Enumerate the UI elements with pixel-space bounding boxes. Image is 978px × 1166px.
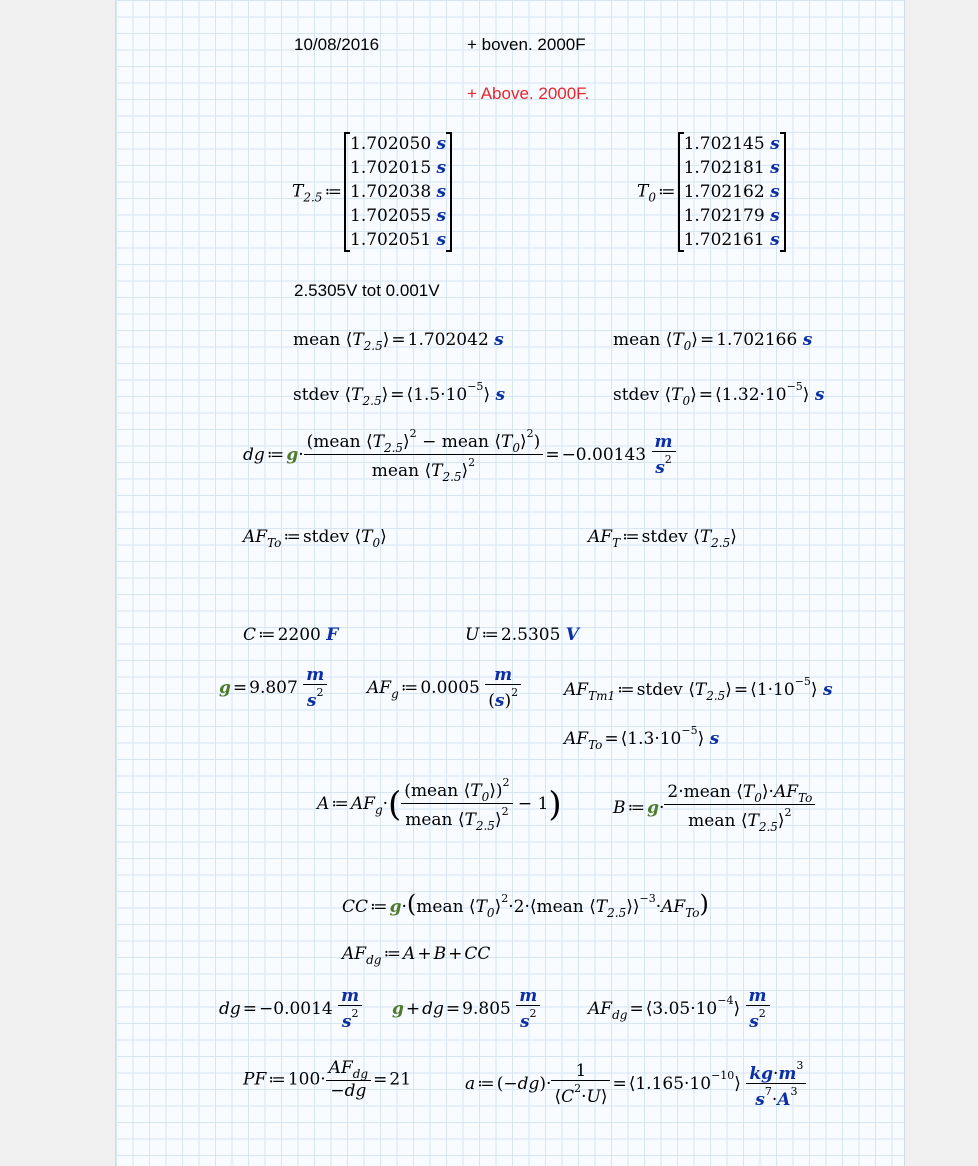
exp-two: 2	[784, 806, 792, 819]
note-english[interactable]: + Above. 2000F.	[467, 84, 590, 103]
matrix-row	[350, 180, 446, 204]
result-value: 9.807	[249, 678, 298, 698]
matrix-row	[684, 132, 780, 156]
one: 1	[537, 794, 549, 814]
subscript: 0	[648, 190, 656, 205]
unit-s: s	[341, 1012, 352, 1032]
AFg-definition[interactable]: $AF_g$ ≔ 0.0005 $\frac{m}{(s)^2}$	[367, 667, 521, 710]
result-exponent: −5	[681, 724, 698, 737]
fn-mean: mean	[683, 782, 731, 802]
fn-stdev: stdev	[641, 527, 688, 547]
mean-T0-result[interactable]: mean $⟨T_0⟩ = 1.702166$ s	[613, 330, 813, 353]
unit-s: s	[770, 230, 780, 250]
U-definition[interactable]: U ≔ 2.5305 V	[465, 625, 579, 645]
unit-fraction	[746, 988, 770, 1031]
date-text[interactable]: 10/08/2016	[294, 35, 380, 54]
unit-V: V	[565, 625, 579, 645]
unit-s: s	[770, 134, 780, 154]
fn-mean: mean	[313, 432, 361, 452]
matrix-T25	[344, 132, 452, 252]
fn-stdev: stdev	[613, 385, 660, 405]
result-value: 0.0005	[420, 678, 480, 698]
fn-mean: mean	[688, 811, 736, 831]
exp-two: 2	[529, 1007, 537, 1020]
matrix-row	[350, 156, 446, 180]
unit-s: s	[495, 385, 506, 405]
result-value: −0.0014	[259, 999, 333, 1019]
unit-fraction	[338, 988, 362, 1031]
PF-definition[interactable]: PF ≔ 100· $\frac{AF_{dg}}{-dg}$ = 21	[243, 1058, 412, 1101]
matrix-value: 1.702145	[683, 134, 765, 154]
a-fraction: $\frac{1}{⟨C^2\cdot U⟩}$	[551, 1063, 610, 1106]
exp-two: 2	[501, 892, 509, 905]
matrix-T25-definition[interactable]: $T_{2.5}$ ≔ 1.702050 s 1.702015 s 1.702038 s 1.702055 s 1.702051 s	[292, 132, 452, 252]
result-mantissa: 1	[756, 680, 768, 700]
unit-s: s	[494, 691, 505, 711]
fn-mean: mean	[536, 897, 584, 917]
exp-three: 3	[796, 1059, 804, 1072]
unit-s: s	[519, 1012, 530, 1032]
unit-s: s	[494, 330, 504, 350]
ten: 10	[689, 1074, 712, 1094]
AF-T-definition[interactable]: $AF_T$ ≔ stdev $⟨T_{2.5}⟩$	[588, 527, 737, 550]
exp-two: 2	[758, 1007, 766, 1020]
unit-fraction: $\frac{kg\cdot m^3}{s^7\cdot A^3}$	[746, 1060, 806, 1109]
fn-mean: mean	[410, 781, 459, 801]
exp-three: 3	[790, 1085, 798, 1098]
fn-mean: mean	[416, 897, 464, 917]
result-exponent: −4	[717, 994, 734, 1007]
matrix-row	[350, 132, 446, 156]
unit-m: m	[341, 986, 360, 1006]
result-mantissa: 3.05	[652, 999, 691, 1019]
stdev-T25-result[interactable]: stdev $⟨T_{2.5}⟩$ = $⟨1.5\cdot 10^{-5}⟩$ s	[293, 380, 506, 408]
matrix-value: 1.702015	[350, 158, 432, 178]
B-fraction: $\frac{2\cdot mean ⟨T_0⟩\cdot AF_{To}}{mean ⟨T_{2.5}⟩^2}$	[664, 784, 815, 833]
fn-stdev: stdev	[293, 385, 340, 405]
result-mantissa: 1.3	[627, 729, 655, 749]
exp-two: 2	[409, 427, 417, 440]
unit-s: s	[770, 182, 780, 202]
matrix-T0-definition[interactable]: $T_0$ ≔ 1.702145 s 1.702181 s 1.702162 s 1.702179 s 1.702161 s	[637, 132, 786, 252]
unit-m: m	[654, 432, 673, 452]
unit-m: m	[494, 665, 513, 685]
matrix-row	[350, 204, 446, 228]
result-value: 2200	[277, 625, 321, 645]
matrix-value: 1.702179	[683, 206, 765, 226]
two: 2	[667, 782, 679, 802]
matrix-row	[684, 228, 780, 252]
unit-A: A	[777, 1090, 791, 1110]
exp-two: 2	[502, 776, 510, 789]
fn-mean: mean	[613, 330, 661, 350]
AF-To-definition[interactable]: $AF_{To}$ ≔ stdev $⟨T_0⟩$	[243, 527, 387, 550]
exp-two: 2	[526, 427, 534, 440]
matrix-value: 1.702038	[350, 182, 432, 202]
g-plus-dg-result[interactable]: g + dg = 9.805 $\frac{m}{s^2}$	[392, 988, 540, 1031]
unit-s: s	[709, 729, 720, 749]
note-dutch[interactable]: + boven. 2000F	[467, 35, 586, 54]
g-result[interactable]: g = 9.807 $\frac{m}{s^2}$	[219, 667, 327, 710]
unit-s: s	[755, 1090, 765, 1110]
unit-s: s	[436, 182, 447, 202]
unit-s: s	[802, 330, 813, 350]
fn-mean: mean	[405, 810, 453, 830]
unit-fraction	[303, 667, 327, 710]
unit-fraction: $\frac{m}{(s)^2}$	[485, 667, 521, 710]
subscript: 2.5	[303, 190, 323, 205]
exp-two: 2	[468, 456, 476, 469]
unit-s: s	[306, 691, 317, 711]
unit-s: s	[749, 1012, 759, 1032]
exp-two: 2	[501, 805, 509, 818]
matrix-value: 1.702161	[683, 230, 765, 250]
one: 1	[575, 1061, 587, 1081]
exp-seven: 7	[764, 1085, 772, 1098]
fn-stdev: stdev	[636, 680, 683, 700]
unit-fraction	[516, 988, 540, 1031]
matrix-row	[684, 180, 780, 204]
unit-m: m	[306, 665, 325, 685]
var-T: T	[637, 181, 649, 202]
stdev-T0-result[interactable]: stdev $⟨T_0⟩$ = $⟨1.32\cdot 10^{-5}⟩$ s	[613, 380, 825, 408]
exp-neg-three: −3	[639, 892, 656, 905]
hundred: 100	[287, 1069, 321, 1090]
unit-s: s	[822, 680, 833, 700]
result-mantissa: 1.32	[721, 385, 760, 405]
exp-two: 2	[511, 686, 519, 699]
AFdg-result[interactable]: $AF_{dg}$ = $⟨3.05\cdot 10^{-4}⟩$ $\frac{m}{s^2}$	[588, 988, 770, 1031]
two: 2	[513, 897, 525, 917]
A-fraction: $\frac{(mean ⟨T_0⟩)^2}{mean ⟨T_{2.5}⟩^2}$	[401, 777, 512, 832]
result-value: 21	[389, 1069, 412, 1090]
unit-s: s	[770, 206, 780, 226]
result-mantissa: 1.165	[635, 1074, 685, 1094]
unit-s: s	[655, 458, 665, 478]
matrix-value: 1.702051	[350, 230, 432, 250]
a-definition[interactable]: a ≔ (−dg)· $\frac{1}{⟨C^2\cdot U⟩}$ = $⟨1.165\cdot 10^{-10}⟩$ $\frac{kg\cdot m^3}{s^7\cdot A^3}$	[465, 1060, 806, 1109]
matrix-row	[350, 228, 446, 252]
result-value: 1.702042	[407, 330, 489, 350]
result-value: 2.5305	[500, 625, 561, 645]
unit-s: s	[436, 206, 447, 226]
result-value: 1.702166	[716, 330, 798, 350]
matrix-row	[684, 204, 780, 228]
exp-two: 2	[664, 453, 672, 466]
matrix-row	[684, 156, 780, 180]
AFdg-definition[interactable]: $AF_{dg}$ ≔ A + B + CC	[342, 944, 491, 967]
voltage-note[interactable]: 2.5305V tot 0.001V	[294, 281, 440, 300]
unit-F: F	[326, 625, 339, 645]
exp-two: 2	[574, 1082, 582, 1095]
result-exponent: −10	[711, 1069, 735, 1082]
CC-definition[interactable]: CC ≔ g·(mean $⟨T_0⟩^2\cdot 2\cdot⟨mean$ $⟨T_{2.5}⟩⟩^{-3}\cdot AF_{To}$)	[342, 890, 709, 920]
ten: 10	[659, 729, 682, 749]
unit-s: s	[436, 134, 447, 154]
unit-s: s	[436, 158, 447, 178]
unit-s: s	[770, 158, 780, 178]
result-value: 9.805	[462, 999, 511, 1019]
C-definition[interactable]: C ≔ 2200 F	[243, 625, 339, 645]
A-definition[interactable]: A ≔ $AF_g\cdot$( $\frac{(mean ⟨T_0⟩)^2}{mean ⟨T_{2.5}⟩^2}$ − 1)	[317, 776, 562, 833]
ten: 10	[695, 999, 718, 1019]
matrix-value: 1.702055	[350, 206, 432, 226]
var-T: T	[292, 181, 304, 202]
ten: 10	[773, 680, 795, 700]
unit-fraction	[652, 434, 676, 477]
dg-formula[interactable]: dg ≔ g· $\frac{(mean ⟨T_{2.5}⟩^2 - mean ⟨T_0⟩^2)}{mean ⟨T_{2.5}⟩^2}$ = −0.00143 $\frac{m}{s^2}$	[243, 428, 676, 483]
fn-mean: mean	[293, 330, 341, 350]
result-mantissa: 1.5	[413, 385, 441, 405]
B-definition[interactable]: B ≔ g· $\frac{2\cdot mean ⟨T_0⟩\cdot AF_{To}}{mean ⟨T_{2.5}⟩^2}$	[613, 784, 815, 833]
matrix-value: 1.702181	[683, 158, 765, 178]
unit-m: m	[519, 986, 538, 1006]
result-exponent: −5	[794, 675, 811, 688]
AF-Tm1-definition[interactable]: $AF_{Tm1}$ ≔ stdev $⟨T_{2.5}⟩$ = $⟨1\cdot 10^{-5}⟩$ s	[564, 675, 833, 703]
dg-result[interactable]: dg = −0.0014 $\frac{m}{s^2}$	[219, 988, 362, 1031]
matrix-value: 1.702162	[683, 182, 765, 202]
ten: 10	[445, 385, 468, 405]
unit-s: s	[436, 230, 447, 250]
dg-fraction: $\frac{(mean ⟨T_{2.5}⟩^2 - mean ⟨T_0⟩^2)}{mean ⟨T_{2.5}⟩^2}$	[304, 428, 544, 483]
unit-m: m	[778, 1064, 797, 1084]
ten: 10	[764, 385, 787, 405]
PF-fraction: $\frac{AF_{dg}}{-dg}$	[326, 1060, 371, 1100]
mean-T25-result[interactable]: mean $⟨T_{2.5}⟩ = 1.702042$ s	[293, 330, 504, 353]
fn-mean: mean	[371, 461, 420, 481]
AF-To-result[interactable]: $AF_{To}$ = $⟨1.3\cdot 10^{-5}⟩$ s	[564, 724, 720, 752]
exp-two: 2	[316, 686, 324, 699]
result-exponent: −5	[786, 380, 803, 393]
matrix-T0	[678, 132, 786, 252]
result-exponent: −5	[467, 380, 484, 393]
unit-s: s	[814, 385, 825, 405]
unit-kg: kg	[749, 1064, 773, 1084]
unit-m: m	[748, 986, 767, 1006]
matrix-value: 1.702050	[350, 134, 432, 154]
fn-stdev: stdev	[302, 527, 350, 547]
result-value: −0.00143	[561, 445, 647, 465]
exp-two: 2	[351, 1007, 359, 1020]
fn-mean: mean	[441, 432, 489, 452]
